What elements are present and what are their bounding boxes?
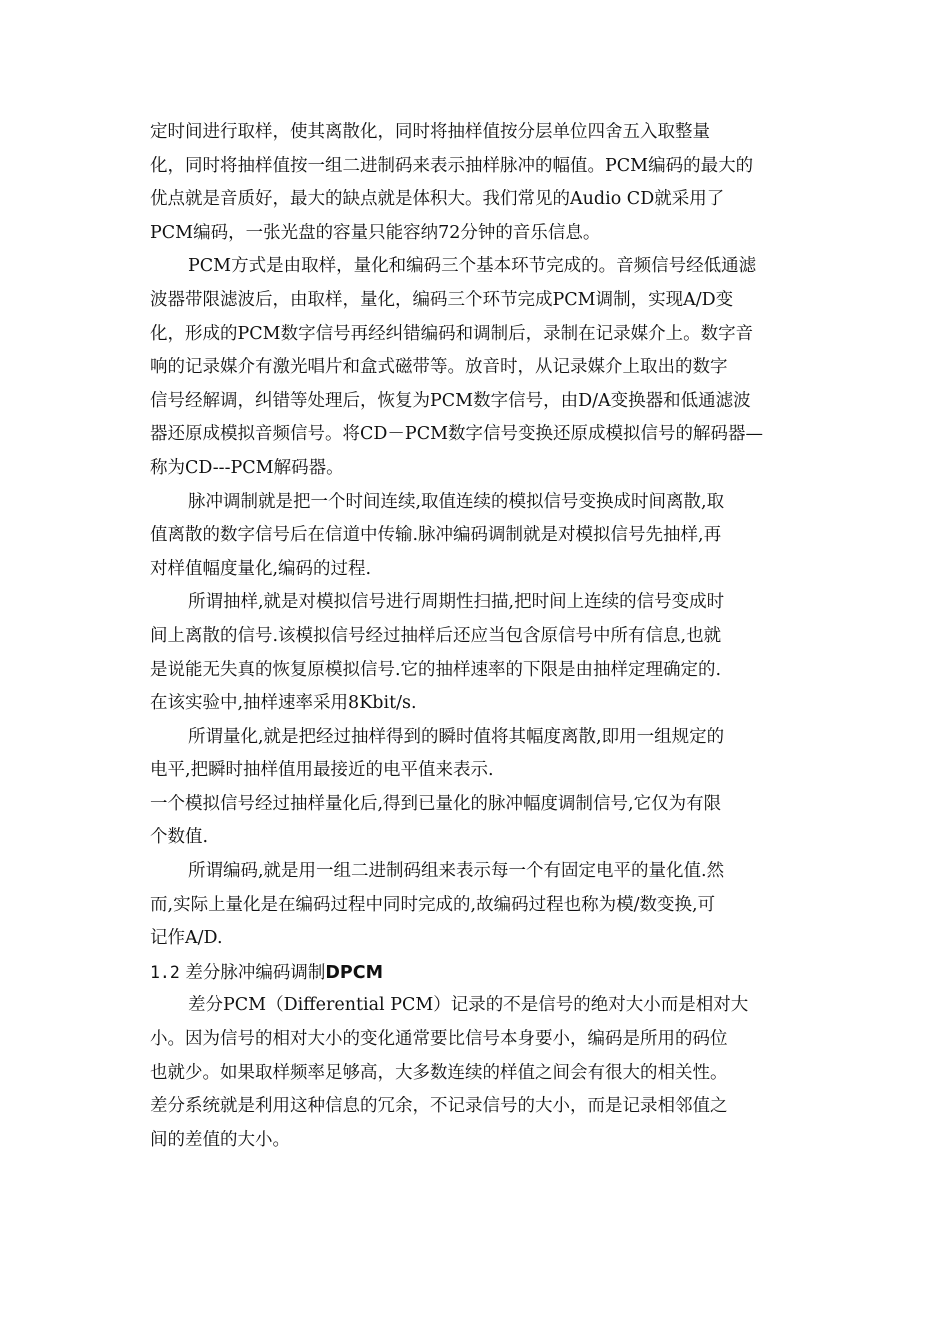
document-page	[150, 116, 800, 1157]
text-line: 个数值.	[150, 827, 209, 848]
paragraph-pcm-intro	[150, 116, 800, 250]
text-line: 记作A/D.	[150, 928, 223, 949]
text-line: 响的记录媒介有激光唱片和盒式磁带等。放音时，从记录媒介上取出的数字	[150, 357, 728, 378]
paragraph-pulse-modulation	[150, 486, 800, 587]
text-line: 差分系统就是利用这种信息的冗余，不记录信号的大小，而是记录相邻值之	[150, 1096, 728, 1117]
section-title-acronym: DPCM	[325, 962, 384, 983]
text-line: 优点就是音质好，最大的缺点就是体积大。我们常见的Audio CD就采用了	[150, 189, 725, 210]
text-line: 是说能无失真的恢复原模拟信号.它的抽样速率的下限是由抽样定理确定的.	[150, 659, 722, 680]
text-line: 所谓编码,就是用一组二进制码组来表示每一个有固定电平的量化值.然	[188, 861, 725, 882]
text-line: 称为CD---PCM解码器。	[150, 457, 344, 478]
text-line: 定时间进行取样，使其离散化，同时将抽样值按分层单位四舍五入取整量	[150, 122, 710, 142]
section-title: 差分脉冲编码调制	[185, 962, 326, 983]
paragraph-quantization	[150, 721, 800, 788]
paragraph-pcm-method	[150, 250, 800, 485]
paragraph-sampling	[150, 586, 800, 720]
text-line: 差分PCM（Differential PCM）记录的不是信号的绝对大小而是相对大	[188, 995, 749, 1016]
text-line: 电平,把瞬时抽样值用最接近的电平值来表示.	[150, 760, 494, 781]
text-line: 间的差值的大小。	[150, 1129, 290, 1150]
text-line: 脉冲调制就是把一个时间连续,取值连续的模拟信号变换成时间离散,取	[188, 491, 725, 512]
text-line: 对样值幅度量化,编码的过程.	[150, 558, 372, 579]
paragraph-dpcm	[150, 989, 800, 1157]
section-heading	[150, 956, 800, 990]
text-line: 波器带限滤波后，由取样，量化，编码三个环节完成PCM调制，实现A/D变	[150, 289, 734, 310]
section-number: 1.2	[150, 962, 180, 982]
text-line: 值离散的数字信号后在信道中传输.脉冲编码调制就是对模拟信号先抽样,再	[150, 525, 722, 546]
text-line: 间上离散的信号.该模拟信号经过抽样后还应当包含原信号中所有信息,也就	[150, 625, 722, 646]
text-line: 信号经解调，纠错等处理后，恢复为PCM数字信号，由D/A变换器和低通滤波	[150, 390, 751, 411]
text-line: PCM编码，一张光盘的容量只能容纳72分钟的音乐信息。	[150, 222, 601, 243]
text-line: 化，形成的PCM数字信号再经纠错编码和调制后，录制在记录媒介上。数字音	[150, 323, 754, 344]
text-line: 也就少。如果取样频率足够高，大多数连续的样值之间会有很大的相关性。	[150, 1062, 728, 1083]
text-line: 器还原成模拟音频信号。将CD－PCM数字信号变换还原成模拟信号的解码器—	[150, 424, 764, 445]
text-line: 小。因为信号的相对大小的变化通常要比信号本身要小，编码是所用的码位	[150, 1029, 728, 1050]
text-line: 在该实验中,抽样速率采用8Kbit/s.	[150, 693, 417, 714]
paragraph-encoding	[150, 855, 800, 956]
text-line: 化，同时将抽样值按一组二进制码来表示抽样脉冲的幅值。PCM编码的最大的	[150, 155, 754, 176]
text-line: 一个模拟信号经过抽样量化后,得到已量化的脉冲幅度调制信号,它仅为有限	[150, 793, 722, 814]
paragraph-quantized-signal	[150, 788, 800, 855]
text-line: 所谓量化,就是把经过抽样得到的瞬时值将其幅度离散,即用一组规定的	[188, 726, 725, 747]
text-line: 而,实际上量化是在编码过程中同时完成的,故编码过程也称为模/数变换,可	[150, 894, 716, 915]
text-line: 所谓抽样,就是对模拟信号进行周期性扫描,把时间上连续的信号变成时	[188, 592, 725, 613]
text-line: PCM方式是由取样，量化和编码三个基本环节完成的。音频信号经低通滤	[188, 256, 757, 277]
